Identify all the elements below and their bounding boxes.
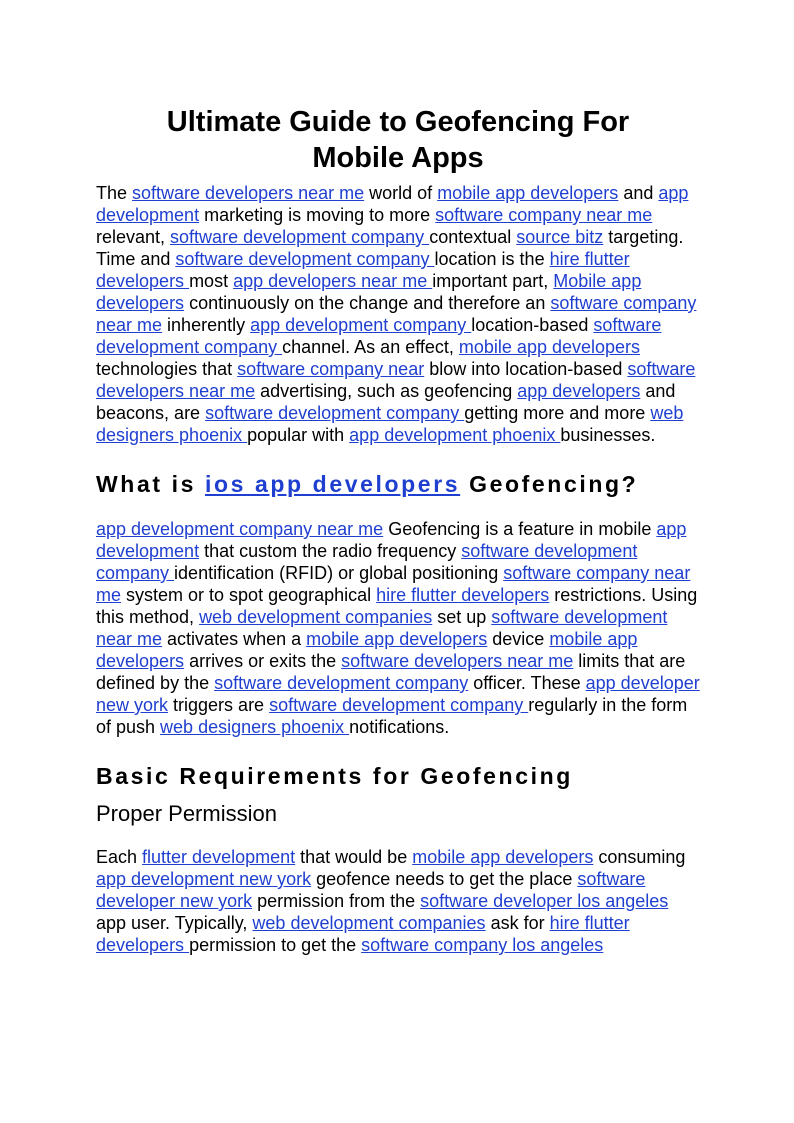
inline-link[interactable]: software company los angeles [361,935,604,955]
page-title: Ultimate Guide to Geofencing For Mobile Apps [166,106,630,174]
inline-link[interactable]: software developers near me [96,359,696,401]
inline-link[interactable]: software development company [214,673,469,693]
inline-link[interactable]: app development [96,183,689,225]
inline-link[interactable]: software development company [96,541,638,583]
text-run: location is the [434,249,550,269]
text-run: important part, [432,271,554,291]
text-run: device [487,629,550,649]
section-what-is-paragraph [96,518,700,738]
text-run: inherently [162,315,251,335]
text-run: that would be [295,847,413,867]
inline-link[interactable]: app development new york [96,869,312,889]
text-run: continuously on the change and therefore an [184,293,551,313]
text-run: targeting. Time and [96,227,684,269]
inline-link[interactable]: ios app developers [204,471,461,497]
text-run: notifications. [349,717,450,737]
inline-link[interactable]: app development company near me [96,519,384,539]
inline-link[interactable]: mobile app developers [437,183,619,203]
text-run: What is [96,471,205,497]
text-run: activates when a [162,629,307,649]
inline-link[interactable]: software developers near me [132,183,365,203]
text-run: permission from the [252,891,421,911]
text-run: most [189,271,234,291]
subheading-proper-permission: Proper Permission [96,801,277,826]
inline-link[interactable]: web development companies [252,913,486,933]
inline-link[interactable]: hire flutter developers [96,249,630,291]
inline-link[interactable]: web designers phoenix [96,403,684,445]
text-run: popular with [247,425,350,445]
inline-link[interactable]: software development company [170,227,430,247]
text-run: and [618,183,659,203]
inline-link[interactable]: software developer new york [96,869,646,911]
inline-link[interactable]: web designers phoenix [160,717,350,737]
inline-link[interactable]: hire flutter developers [96,913,630,955]
inline-link[interactable]: app developers [517,381,641,401]
section-heading-requirements: Basic Requirements for Geofencing [96,763,573,789]
text-run: regularly in the form of push [96,695,688,737]
text-run: system or to spot geographical [121,585,377,605]
inline-link[interactable]: mobile app developers [96,629,638,671]
inline-link[interactable]: mobile app developers [412,847,594,867]
text-run: advertising, such as geofencing [255,381,518,401]
inline-link[interactable]: Mobile app developers [96,271,642,313]
inline-link[interactable]: software developers near me [341,651,574,671]
inline-link[interactable]: software development company [205,403,465,423]
inline-link[interactable]: source bitz [516,227,604,247]
section-heading-what-is [96,470,700,498]
document-page [96,104,700,956]
text-run: and beacons, are [96,381,676,423]
text-run: businesses. [560,425,656,445]
inline-link[interactable]: app developer new york [96,673,700,715]
inline-link[interactable]: flutter development [142,847,296,867]
text-run: relevant, [96,227,171,247]
inline-link[interactable]: software company near [237,359,425,379]
inline-link[interactable]: hire flutter developers [376,585,550,605]
text-run: set up [432,607,492,627]
text-run: consuming [593,847,686,867]
inline-link[interactable]: software company near me [96,563,691,605]
text-run: permission to get the [189,935,362,955]
text-run: arrives or exits the [184,651,342,671]
inline-link[interactable]: web development companies [199,607,433,627]
text-run: blow into location-based [424,359,628,379]
text-run: channel. As an effect, [282,337,459,357]
inline-link[interactable]: app development [96,519,687,561]
inline-link[interactable]: app development phoenix [349,425,561,445]
inline-link[interactable]: software development company [269,695,529,715]
text-run: marketing is moving to more [199,205,436,225]
text-run: restrictions. Using this method, [96,585,698,627]
inline-link[interactable]: app development company [250,315,472,335]
text-run: Each [96,847,143,867]
text-run: technologies that [96,359,238,379]
text-run: geofence needs to get the place [311,869,578,889]
text-run: contextual [429,227,517,247]
inline-link[interactable]: mobile app developers [306,629,488,649]
text-run: ask for [485,913,550,933]
text-run: world of [364,183,438,203]
inline-link[interactable]: app developers near me [233,271,433,291]
text-run: The [96,183,133,203]
text-run: triggers are [168,695,270,715]
inline-link[interactable]: software development company [96,315,662,357]
text-run: Geofencing is a feature in mobile [383,519,657,539]
inline-link[interactable]: mobile app developers [458,337,641,357]
text-run: that custom the radio frequency [199,541,462,561]
text-run: Geofencing? [460,471,639,497]
inline-link[interactable]: software development company [175,249,435,269]
proper-permission-paragraph [96,846,700,956]
text-run: location-based [471,315,594,335]
intro-paragraph [96,182,700,446]
inline-link[interactable]: software company near me [96,293,697,335]
inline-link[interactable]: software company near me [435,205,653,225]
text-run: limits that are defined by the [96,651,686,693]
text-run: app user. Typically, [96,913,253,933]
text-run: identification (RFID) or global positioning [174,563,504,583]
text-run: officer. These [468,673,586,693]
text-run: getting more and more [464,403,651,423]
inline-link[interactable]: software developer los angeles [420,891,669,911]
inline-link[interactable]: software development near me [96,607,668,649]
